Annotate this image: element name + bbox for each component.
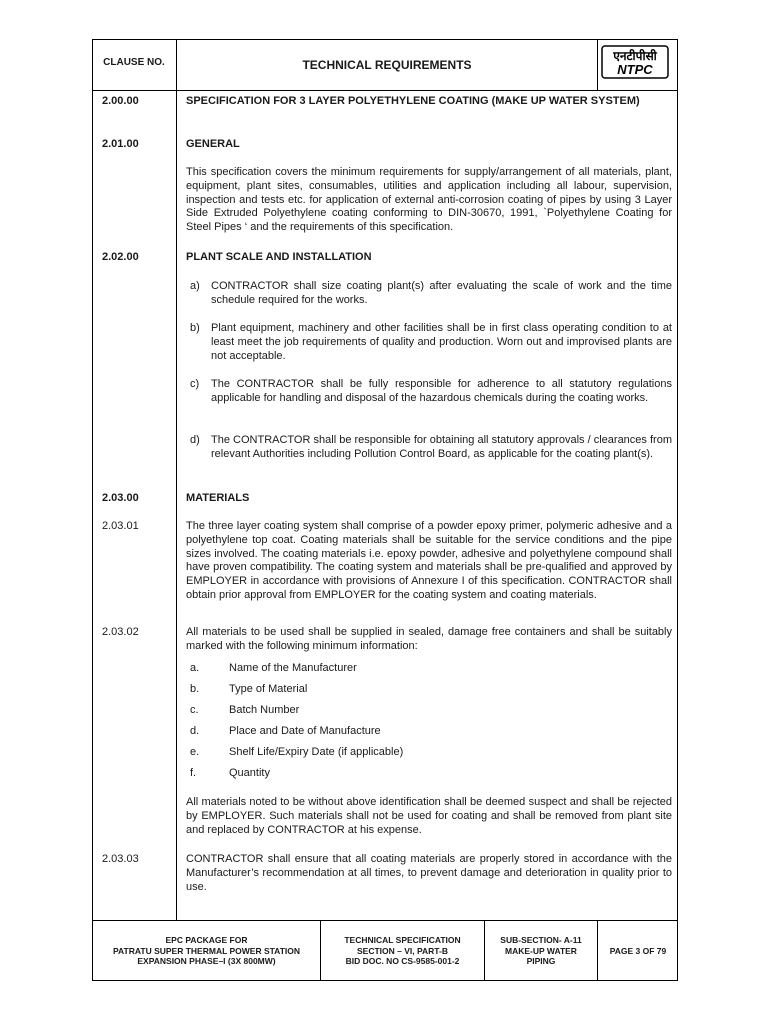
list-item — [190, 280, 672, 308]
list-item-text: Name of the Manufacturer — [229, 662, 357, 674]
list-item-text: The CONTRACTOR shall be fully responsible for adherence to all statutory regulations applicable for handling and disposal of the hazardous chemicals during the coating works. — [211, 378, 672, 404]
list-item-text: Quantity — [229, 767, 270, 779]
list-marker: e. — [190, 746, 200, 758]
section-heading: PLANT SCALE AND INSTALLATION — [186, 251, 372, 263]
clause-number: 2.00.00 — [102, 95, 139, 107]
list-item-text: Place and Date of Manufacture — [229, 725, 381, 737]
section-heading: SPECIFICATION FOR 3 LAYER POLYETHYLENE COATING (MAKE UP WATER SYSTEM) — [186, 95, 640, 107]
logo-ntpc-text: NTPC — [617, 62, 653, 77]
list-item-text: Batch Number — [229, 704, 300, 716]
list-marker: a) — [190, 280, 200, 292]
clause-column-divider — [176, 39, 177, 921]
list-marker: c) — [190, 378, 200, 390]
list-marker: d) — [190, 434, 200, 446]
list-item — [190, 378, 672, 406]
list-item-text: Type of Material — [229, 683, 308, 695]
list-marker: a. — [190, 662, 200, 674]
list-item-text: CONTRACTOR shall size coating plant(s) after evaluating the scale of work and the time schedule required for the works. — [211, 280, 672, 306]
list-marker: b. — [190, 683, 200, 695]
footer-spec-line: SECTION – VI, PART-B — [356, 945, 448, 956]
footer-package-line: PATRATU SUPER THERMAL POWER STATION — [113, 945, 300, 956]
paragraph: This specification covers the minimum requirements for supply/arrangement of all materials, plant, equipment, plant sites, consumables, utilities and application including all labour, supervision, inspection and tests etc. for application of external anti-corrosion coating of pipes by using 3 Layer Side Extruded Polyethylene coating conforming to DIN-30670, 1991, `Polyethylene Coating for Steel Pipes ‘ and the requirements of this specification. — [186, 166, 672, 234]
clause-no-header: CLAUSE NO. — [103, 56, 165, 68]
footer-spec — [321, 921, 484, 981]
paragraph: All materials noted to be without above identification shall be deemed suspect and shall be rejected by EMPLOYER. Such materials shall not be used for coating and shall be removed from plant site and replaced by CONTRACTOR at his expense. — [186, 796, 672, 836]
list-item — [190, 434, 672, 462]
paragraph: CONTRACTOR shall ensure that all coating materials are properly stored in accordance with the Manufacturer’s recommendation at all times, to prevent damage and deterioration in quality prior to use. — [186, 853, 672, 893]
page-title: TECHNICAL REQUIREMENTS — [302, 58, 472, 72]
header-divider — [92, 90, 678, 91]
footer-spec-line: BID DOC. NO CS-9585-001-2 — [345, 956, 460, 967]
clause-number: 2.03.03 — [102, 853, 139, 865]
footer-spec-line: TECHNICAL SPECIFICATION — [344, 935, 461, 946]
section-heading: GENERAL — [186, 138, 240, 150]
list-marker: d. — [190, 725, 200, 737]
paragraph: The three layer coating system shall comprise of a powder epoxy primer, polymeric adhesive and a polyethylene top coat. Coating materials shall be suitable for the service conditions and the pipe sizes involved. The coating materials i.e. epoxy powder, adhesive and polyethylene compound shall have proven compatibility. The coating system and materials shall be pre-qualified and approved by EMPLOYER in accordance with provisions of Annexure I of this specification. CONTRACTOR shall obtain prior approval from EMPLOYER for the coating system and coating materials. — [186, 520, 672, 601]
clause-number: 2.03.01 — [102, 520, 139, 532]
footer-subsection-line: SUB-SECTION- A-11 — [500, 935, 582, 946]
footer-package-line: EPC PACKAGE FOR — [165, 935, 248, 946]
paragraph: All materials to be used shall be supplied in sealed, damage free containers and shall be suitably marked with the following minimum information: — [186, 626, 672, 652]
list-marker: c. — [190, 704, 199, 716]
section-heading: MATERIALS — [186, 492, 250, 504]
list-item-text: The CONTRACTOR shall be responsible for obtaining all statutory approvals / clearances from relevant Authorities including Pollution Control Board, as applicable for the coating plant(s). — [211, 434, 672, 460]
footer-subsection-line: PIPING — [526, 956, 556, 967]
page-number: PAGE 3 OF 79 — [609, 945, 667, 956]
clause-number: 2.03.02 — [102, 626, 139, 638]
footer-subsection — [485, 921, 597, 981]
list-item — [190, 322, 672, 363]
list-item-text: Shelf Life/Expiry Date (if applicable) — [229, 746, 404, 758]
logo-hindi-text: एनटीपीसी — [613, 49, 657, 63]
list-marker: b) — [190, 322, 200, 334]
list-marker: f. — [190, 767, 197, 779]
list-item-text: Plant equipment, machinery and other facilities shall be in first class operating condition to at least meet the job requirements of quality and production. Worn out and improvised plants are not acceptable. — [211, 322, 672, 362]
clause-number: 2.02.00 — [102, 251, 139, 263]
clause-number: 2.03.00 — [102, 492, 139, 504]
logo-divider — [597, 39, 598, 90]
ntpc-logo — [600, 44, 670, 80]
footer-package-line: EXPANSION PHASE–I (3X 800MW) — [137, 956, 276, 967]
footer-package — [93, 921, 320, 981]
footer-subsection-line: MAKE-UP WATER — [505, 945, 577, 956]
clause-number: 2.01.00 — [102, 138, 139, 150]
